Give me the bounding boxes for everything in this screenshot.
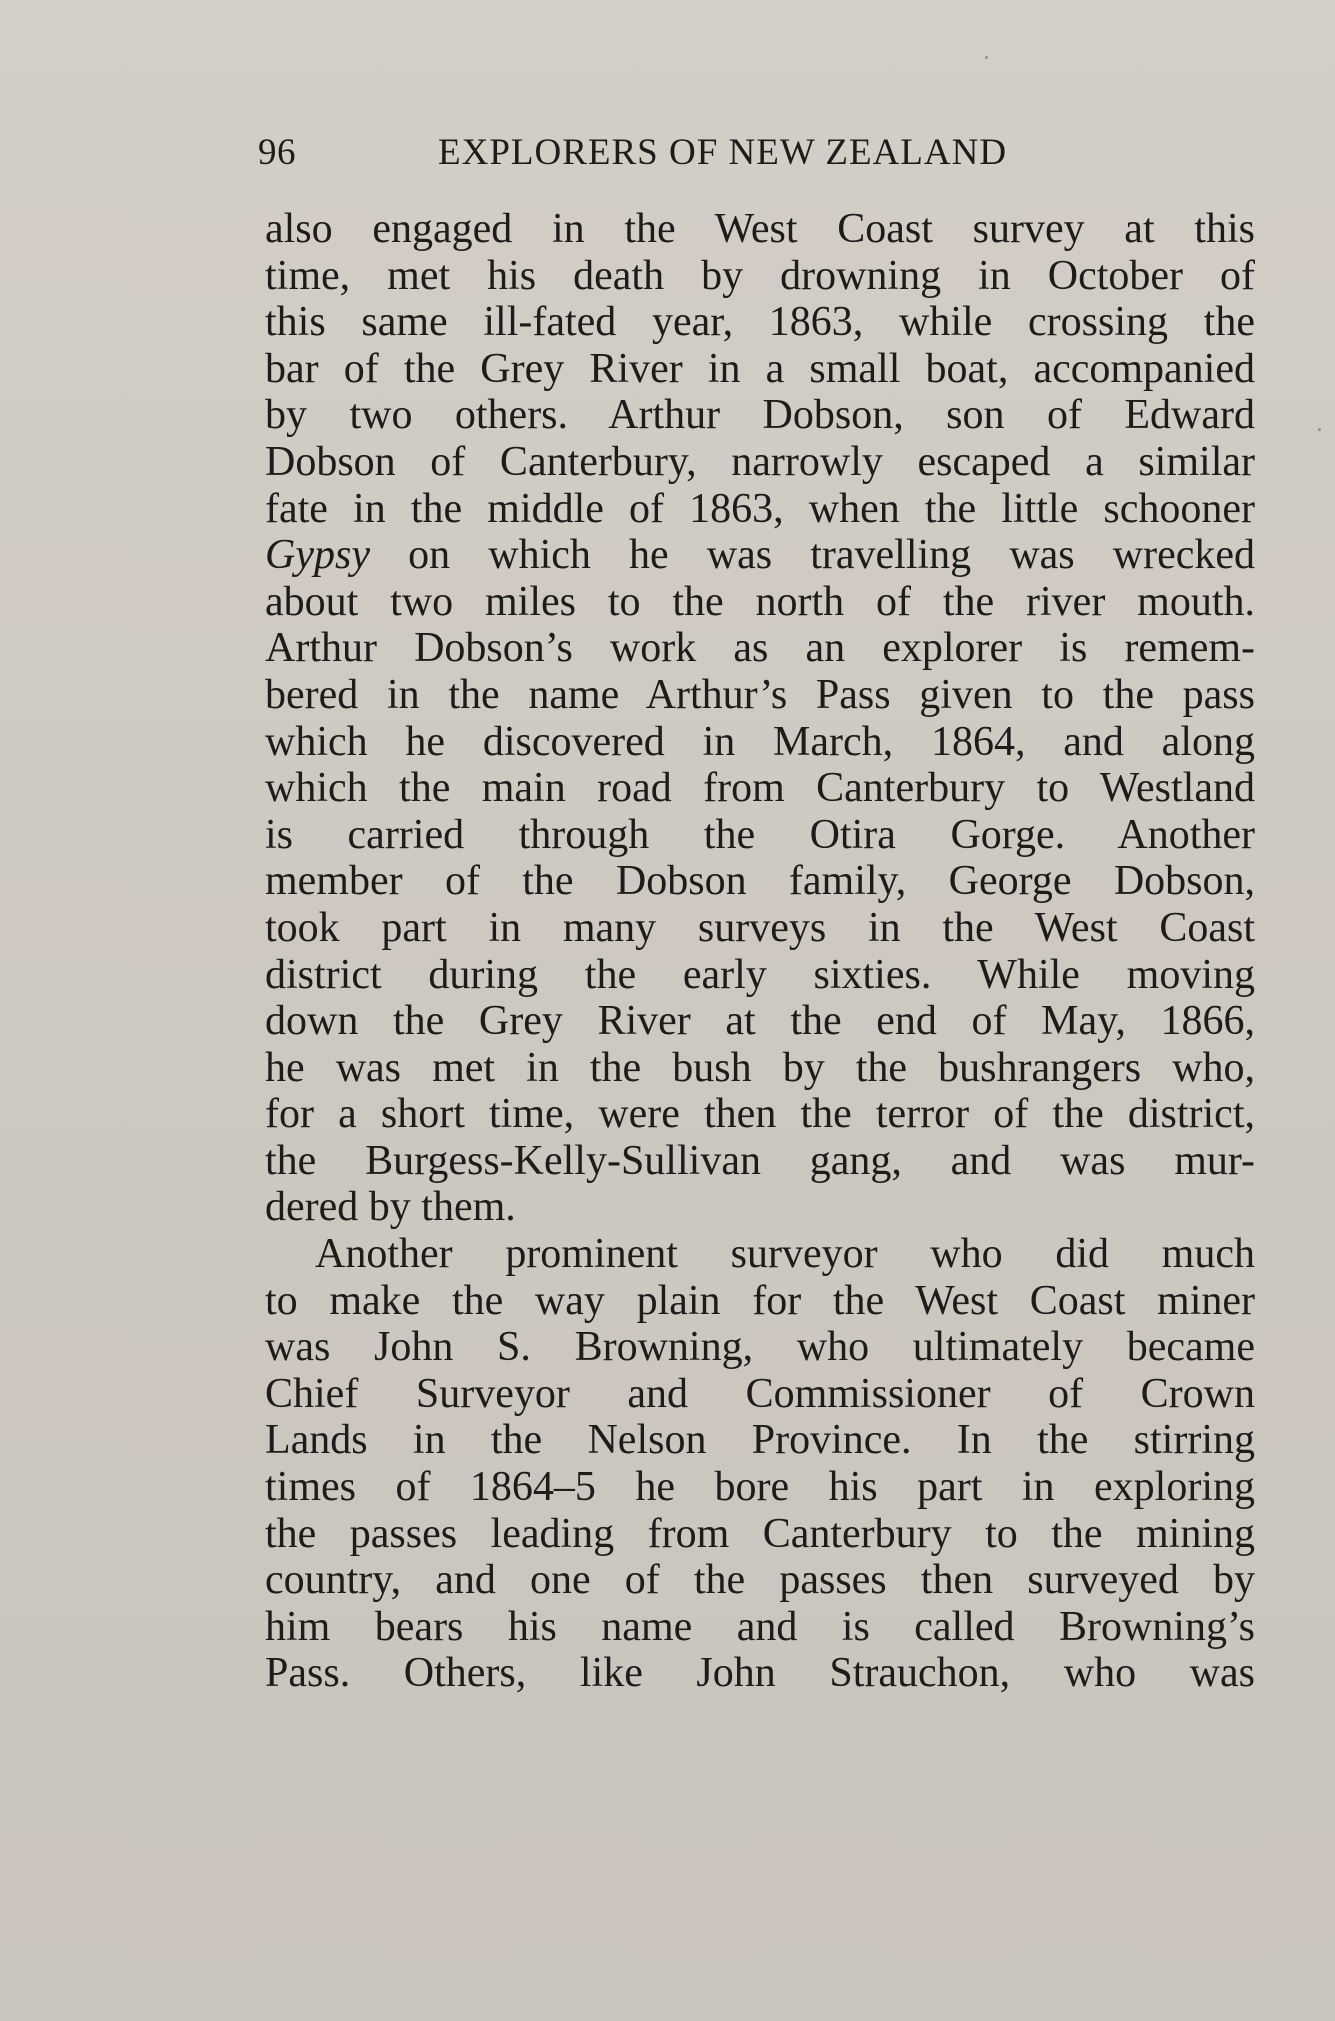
text-line: Lands in the Nelson Province. In the stirring (265, 1417, 1255, 1464)
paper-speck (1318, 428, 1321, 431)
text-line: member of the Dobson family, George Dobson, (265, 858, 1255, 905)
text-line: which the main road from Canterbury to Westland (265, 765, 1255, 812)
page-number: 96 (258, 132, 296, 173)
text-line: times of 1864–5 he bore his part in exploring (265, 1464, 1255, 1511)
text-line-rest: on which he was travelling was wrecked (408, 532, 1256, 579)
text-line: fate in the middle of 1863, when the little schooner (265, 485, 1255, 532)
text-line-paragraph-start: Another prominent surveyor who did much (315, 1231, 1255, 1278)
text-line: Chief Surveyor and Commissioner of Crown (265, 1370, 1255, 1417)
text-line: he was met in the bush by the bushrangers who, (265, 1044, 1255, 1091)
text-line: also engaged in the West Coast survey at this (265, 206, 1255, 252)
running-title: EXPLORERS OF NEW ZEALAND (438, 132, 1008, 173)
text-line: for a short time, were then the terror of the district, (265, 1091, 1255, 1138)
text-line: Dobson of Canterbury, narrowly escaped a similar (265, 438, 1255, 485)
text-line: the Burgess-Kelly-Sullivan gang, and was mur- (265, 1137, 1255, 1184)
body-text (265, 206, 1255, 1697)
text-line: district during the early sixties. While moving (265, 951, 1255, 998)
text-line: Pass. Others, like John Strauchon, who was (265, 1650, 1255, 1697)
text-line: country, and one of the passes then surveyed by (265, 1557, 1255, 1604)
text-line: this same ill-fated year, 1863, while crossing the (265, 299, 1255, 346)
text-line: to make the way plain for the West Coast miner (265, 1277, 1255, 1324)
text-line: the passes leading from Canterbury to the mining (265, 1510, 1255, 1557)
text-line: bar of the Grey River in a small boat, accompanied (265, 345, 1255, 392)
text-line: is carried through the Otira Gorge. Another (265, 811, 1255, 858)
text-line: time, met his death by drowning in October of (265, 252, 1255, 299)
text-line: was John S. Browning, who ultimately became (265, 1324, 1255, 1371)
text-line: took part in many surveys in the West Coast (265, 904, 1255, 951)
text-line-paragraph-end: dered by them. (265, 1184, 516, 1231)
page-header (258, 128, 1258, 178)
text-line: bered in the name Arthur’s Pass given to the pass (265, 671, 1255, 718)
text-line: by two others. Arthur Dobson, son of Edward (265, 392, 1255, 439)
text-line: which he discovered in March, 1864, and along (265, 718, 1255, 765)
text-line: him bears his name and is called Browning’s (265, 1603, 1255, 1650)
paper-speck (985, 56, 988, 59)
ship-name: Gypsy (265, 532, 370, 579)
text-line: Arthur Dobson’s work as an explorer is remem- (265, 625, 1255, 672)
text-line: about two miles to the north of the river mouth. (265, 578, 1255, 625)
text-line: down the Grey River at the end of May, 1866, (265, 998, 1255, 1045)
text-line-with-italic (265, 532, 1255, 579)
